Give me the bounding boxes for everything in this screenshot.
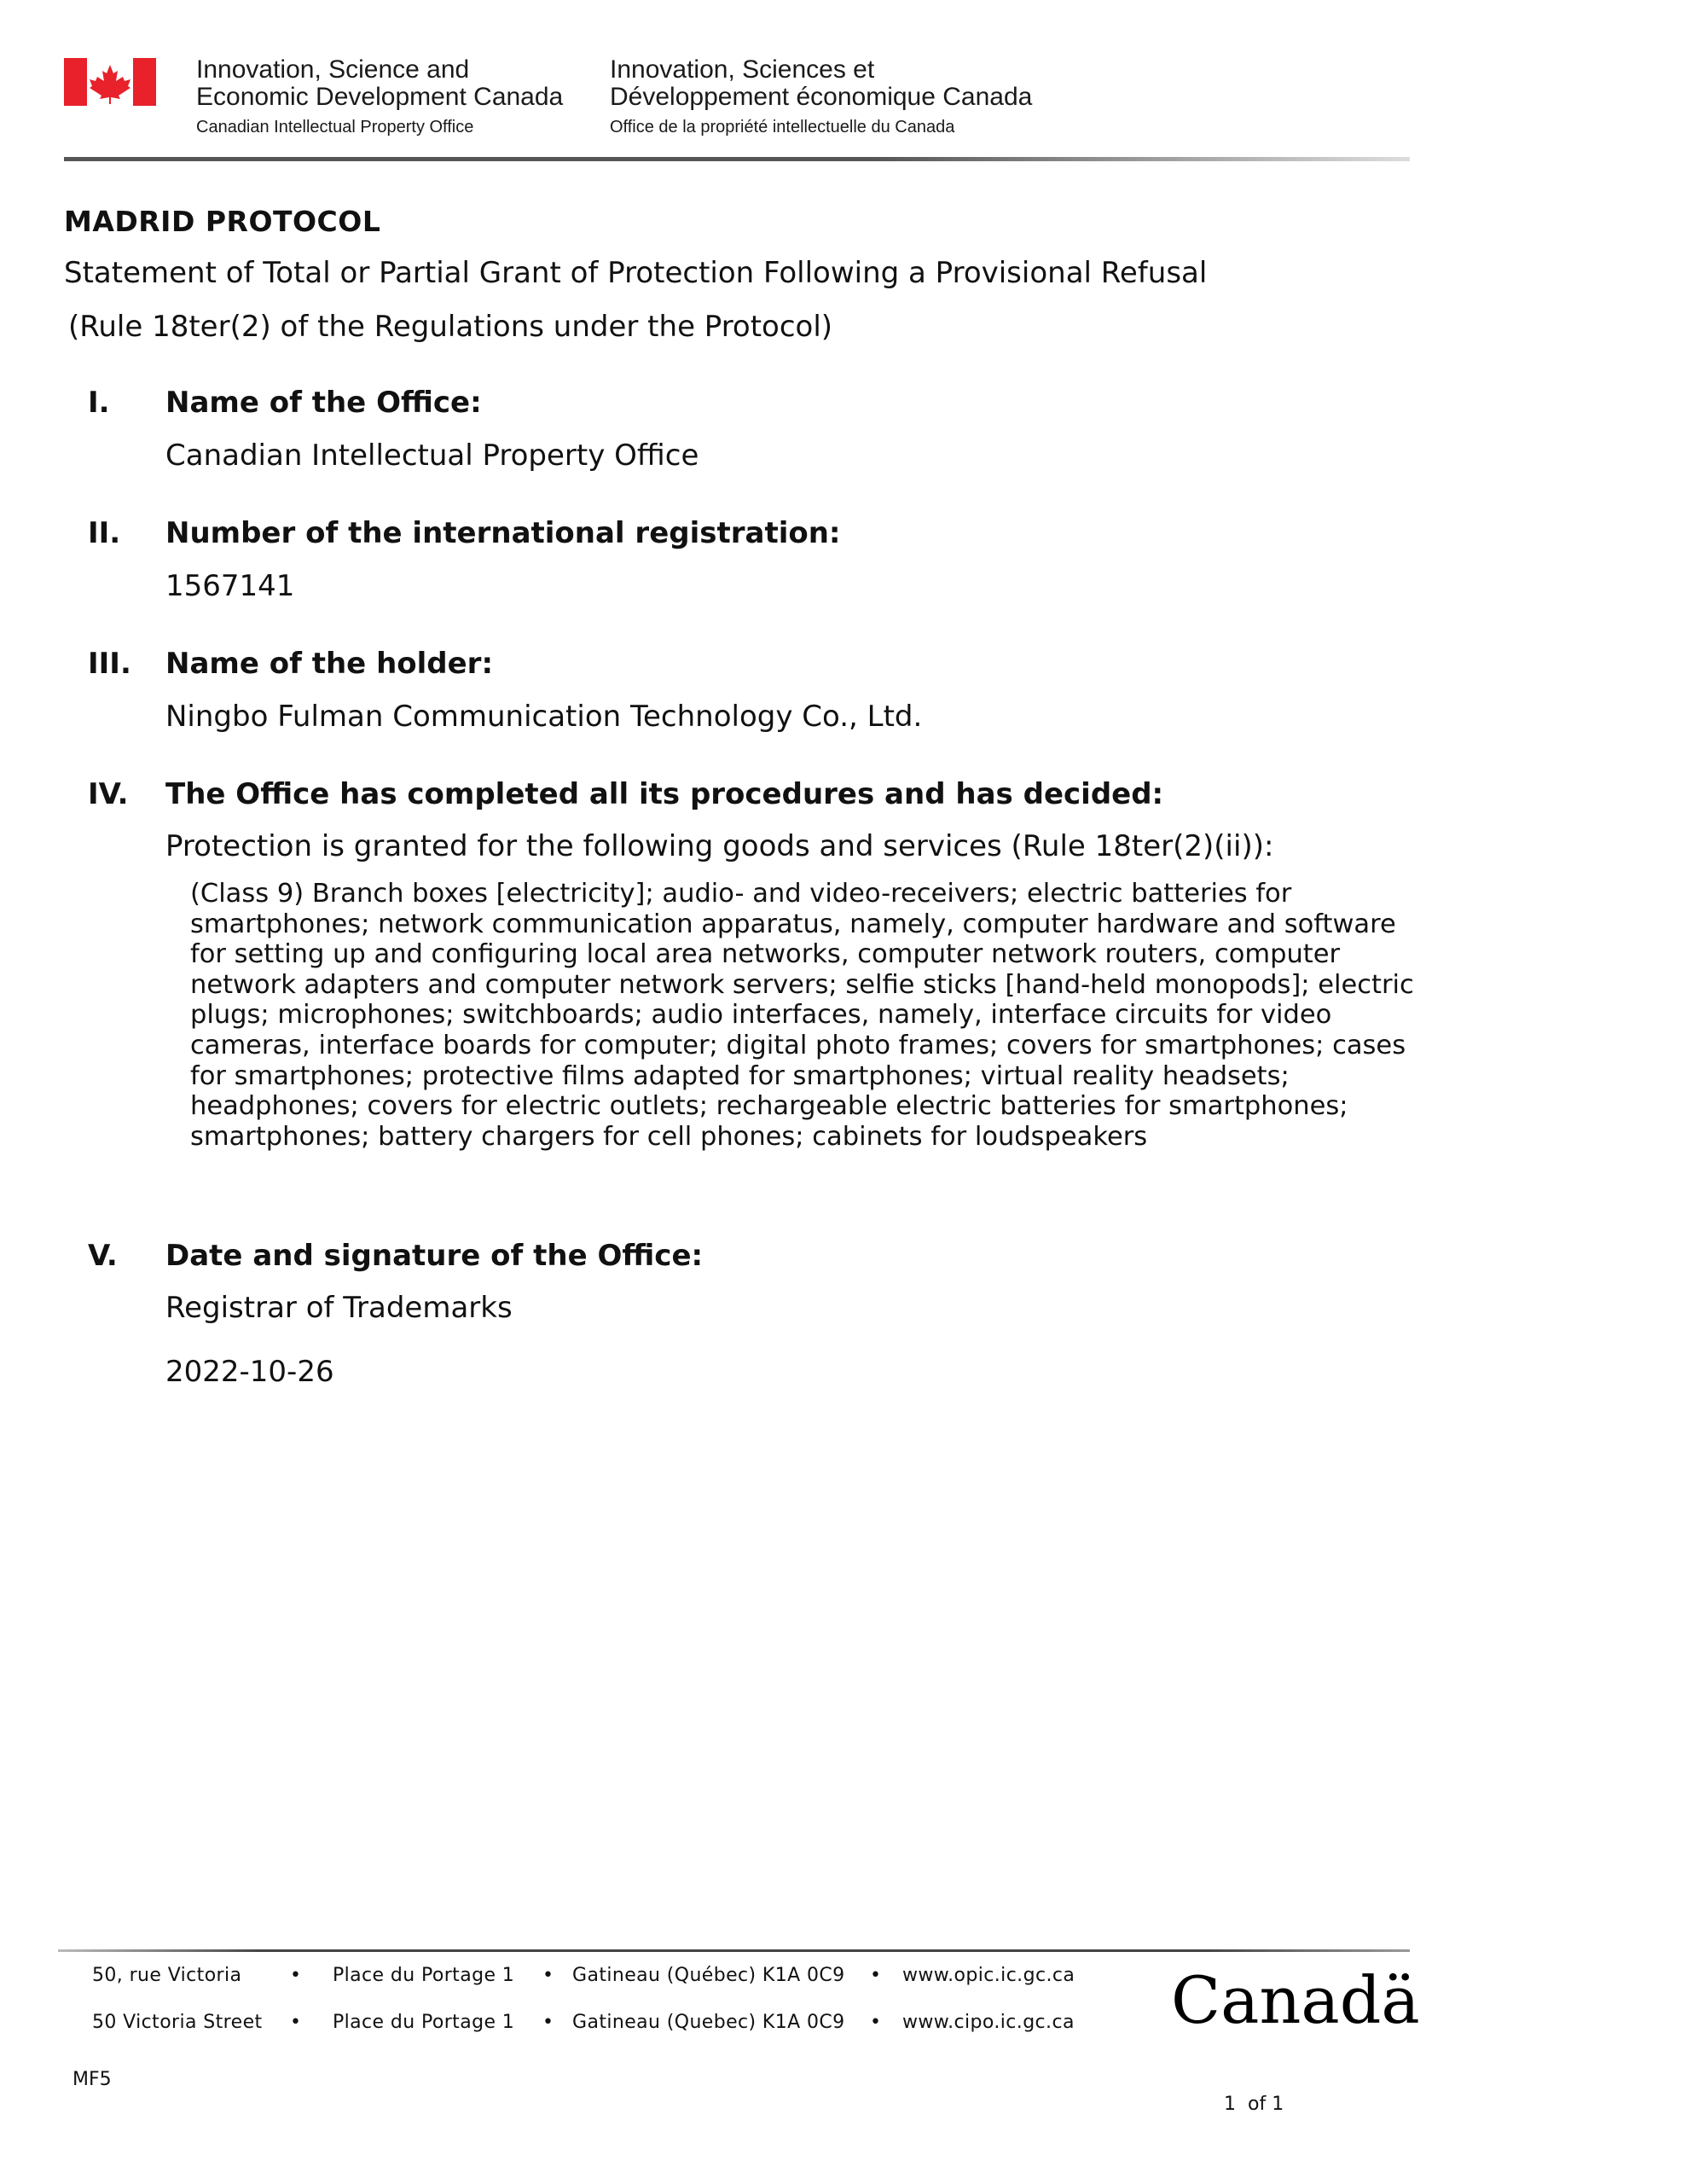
section-number: II. bbox=[88, 516, 121, 550]
page-total: of 1 bbox=[1248, 2094, 1284, 2115]
footer-website-link[interactable]: www.cipo.ic.gc.ca bbox=[902, 2012, 1075, 2033]
canada-wordmark-logo: Canadä bbox=[1171, 1962, 1420, 2038]
dept-en-line2: Economic Development Canada bbox=[196, 83, 564, 111]
footer-divider bbox=[58, 1949, 1410, 1952]
section-heading-decision: The Office has completed all its procedures and has decided: bbox=[165, 777, 1164, 811]
footer-bullet: • bbox=[290, 2012, 302, 2033]
section-heading-registration-number: Number of the international registration: bbox=[165, 516, 841, 550]
current-page: 1 bbox=[1224, 2094, 1236, 2115]
document-subtitle: Statement of Total or Partial Grant of Protection Following a Provisional Refusal bbox=[64, 256, 1208, 290]
office-name-value: Canadian Intellectual Property Office bbox=[165, 439, 699, 473]
footer-city: Gatineau (Québec) K1A 0C9 bbox=[572, 1965, 845, 1986]
form-code: MF5 bbox=[72, 2069, 112, 2090]
dept-en-line1: Innovation, Science and bbox=[196, 55, 470, 84]
signatory-title: Registrar of Trademarks bbox=[165, 1291, 513, 1325]
footer-bullet: • bbox=[870, 1965, 882, 1986]
office-name-en: Canadian Intellectual Property Office bbox=[196, 118, 474, 136]
department-name-en bbox=[196, 56, 563, 137]
goods-line: smartphones; network communication apparatus, namely, computer hardware and software bbox=[190, 909, 1396, 939]
section-number: III. bbox=[88, 647, 131, 681]
section-heading-holder: Name of the holder: bbox=[165, 647, 494, 681]
document-rule-reference: (Rule 18ter(2) of the Regulations under the Protocol) bbox=[68, 310, 833, 344]
decision-statement: Protection is granted for the following goods and services (Rule 18ter(2)(ii)): bbox=[165, 829, 1274, 863]
section-number: IV. bbox=[88, 777, 129, 811]
page-number bbox=[1224, 2094, 1284, 2115]
section-number: V. bbox=[88, 1239, 118, 1273]
footer-bullet: • bbox=[542, 1965, 554, 1986]
document-title: MADRID PROTOCOL bbox=[64, 205, 381, 238]
canada-flag-icon bbox=[64, 58, 156, 106]
footer-street: 50 Victoria Street bbox=[92, 2012, 263, 2033]
goods-and-services-list bbox=[190, 879, 1418, 1152]
goods-line: for smartphones; protective films adapted for smartphones; virtual reality headsets; bbox=[190, 1060, 1290, 1091]
dept-fr-line2: Développement économique Canada bbox=[610, 83, 1033, 111]
signature-date: 2022-10-26 bbox=[165, 1355, 334, 1389]
office-name-fr: Office de la propriété intellectuelle du Canada bbox=[610, 118, 955, 136]
footer-website-link[interactable]: www.opic.ic.gc.ca bbox=[902, 1965, 1075, 1986]
goods-line: (Class 9) Branch boxes [electricity]; audio- and video-receivers; electric batteries for bbox=[190, 879, 1292, 909]
goods-line: for setting up and configuring local area networks, computer network routers, computer bbox=[190, 939, 1341, 970]
goods-line: headphones; covers for electric outlets; rechargeable electric batteries for smartphones; bbox=[190, 1091, 1348, 1122]
section-heading-date-signature: Date and signature of the Office: bbox=[165, 1239, 704, 1273]
header-divider bbox=[64, 157, 1410, 161]
registration-number-value: 1567141 bbox=[165, 569, 295, 603]
footer-street: 50, rue Victoria bbox=[92, 1965, 242, 1986]
footer-building: Place du Portage 1 bbox=[333, 1965, 515, 1986]
footer-city: Gatineau (Quebec) K1A 0C9 bbox=[572, 2012, 845, 2033]
section-number: I. bbox=[88, 386, 110, 420]
holder-name-value: Ningbo Fulman Communication Technology Co., Ltd. bbox=[165, 700, 923, 734]
footer-bullet: • bbox=[542, 2012, 554, 2033]
goods-line: smartphones; battery chargers for cell phones; cabinets for loudspeakers bbox=[190, 1121, 1148, 1152]
footer-building: Place du Portage 1 bbox=[333, 2012, 515, 2033]
dept-fr-line1: Innovation, Sciences et bbox=[610, 55, 875, 84]
goods-line: cameras, interface boards for computer; digital photo frames; covers for smartphones; cases bbox=[190, 1030, 1406, 1060]
footer-bullet: • bbox=[290, 1965, 302, 1986]
goods-line: network adapters and computer network servers; selfie sticks [hand-held monopods]; electric bbox=[190, 969, 1414, 1000]
goods-line: plugs; microphones; switchboards; audio interfaces, namely, interface circuits for video bbox=[190, 1000, 1332, 1031]
department-name-fr bbox=[610, 56, 1032, 137]
footer-bullet: • bbox=[870, 2012, 882, 2033]
section-heading-office-name: Name of the Office: bbox=[165, 386, 482, 420]
